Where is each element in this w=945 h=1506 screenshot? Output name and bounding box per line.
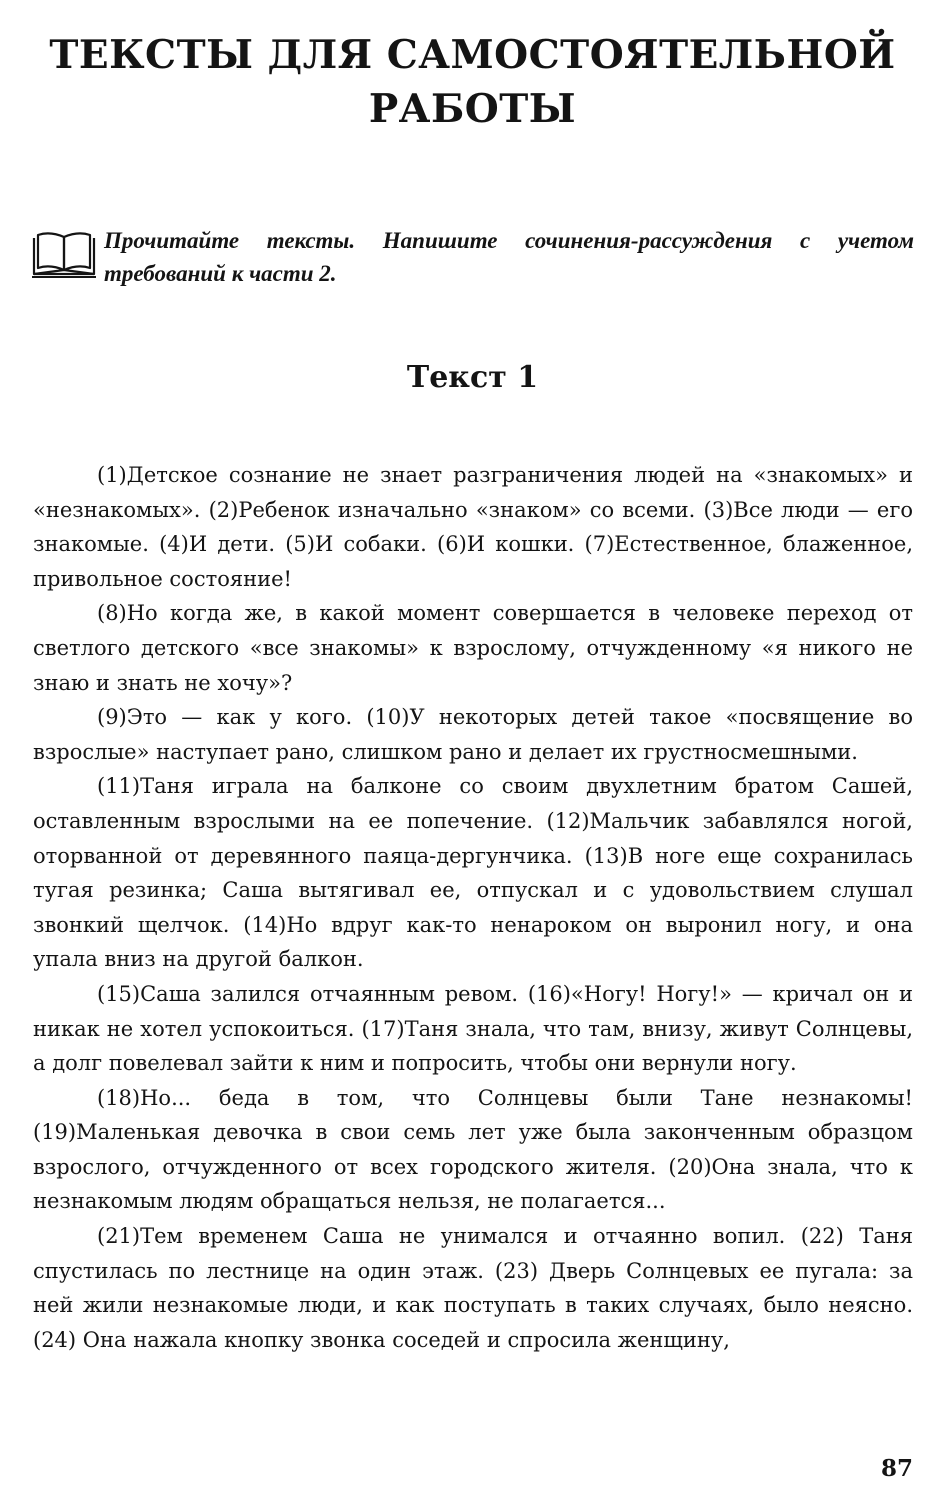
instruction-block — [30, 224, 915, 294]
text-heading: Текст 1 — [406, 360, 539, 395]
paragraph: (9)Это — как у кого. (10)У некоторых детей такое «посвящение во взрослые» наступает рано, слишком рано и делает их грустносмешными. — [33, 705, 913, 764]
open-book-icon — [30, 230, 98, 280]
instruction-text: Прочитайте тексты. Напишите сочинения-рассуждения с учетом требований к части 2. — [104, 228, 914, 286]
paragraph: (18)Но... беда в том, что Солнцевы были Тане незнакомы! (19)Маленькая девочка в свои семь лет уже была законченным образцом взрослого, отчужденного от всех городского жителя. (20)Она знала, что к незнакомым людям обращаться нельзя, не полагается... — [33, 1085, 913, 1214]
text-body — [33, 458, 913, 1357]
paragraph: (21)Тем временем Саша не унимался и отчаянно вопил. (22) Таня спустилась по лестнице на один этаж. (23) Дверь Солнцевых ее пугала: за ней жили незнакомые люди, и как поступать в таких случаях, было неясно. (24) Она нажала кнопку звонка соседей и спросила женщину, — [33, 1224, 913, 1352]
paragraph: (8)Но когда же, в какой момент совершается в человеке переход от светлого детского «все знакомы» к взрослому, отчужденному «я никого не знаю и знать не хочу»? — [33, 601, 913, 695]
paragraph: (15)Саша залился отчаянным ревом. (16)«Ногу! Ногу!» — кричал он и никак не хотел успокоиться. (17)Таня знала, что там, внизу, живут Солнцевы, а долг повелевал зайти к ним и попросить, чтобы они вернули ногу. — [33, 981, 913, 1076]
page-number: 87 — [880, 1455, 913, 1482]
page-title: ТЕКСТЫ ДЛЯ САМОСТОЯТЕЛЬНОЙ РАБОТЫ — [49, 32, 896, 132]
paragraph: (1)Детское сознание не знает разграничения людей на «знакомых» и «незнакомых». (2)Ребенок изначально «знаком» со всеми. (3)Все люди — его знакомые. (4)И дети. (5)И собаки. (6)И кошки. (7)Естественное, блаженное, привольное состояние! — [33, 463, 913, 591]
paragraph: (11)Таня играла на балконе со своим двухлетним братом Сашей, оставленным взрослыми на ее попечение. (12)Мальчик забавлялся ногой, оторванной от деревянного паяца-дергунчика. (13)В ноге еще сохранилась тугая резинка; Саша вытягивал ее, отпускал и с удовольствием слушал звонкий щелчок. (14)Но вдруг как-то ненароком он выронил ногу, и она упала вниз на другой балкон. — [33, 774, 913, 972]
